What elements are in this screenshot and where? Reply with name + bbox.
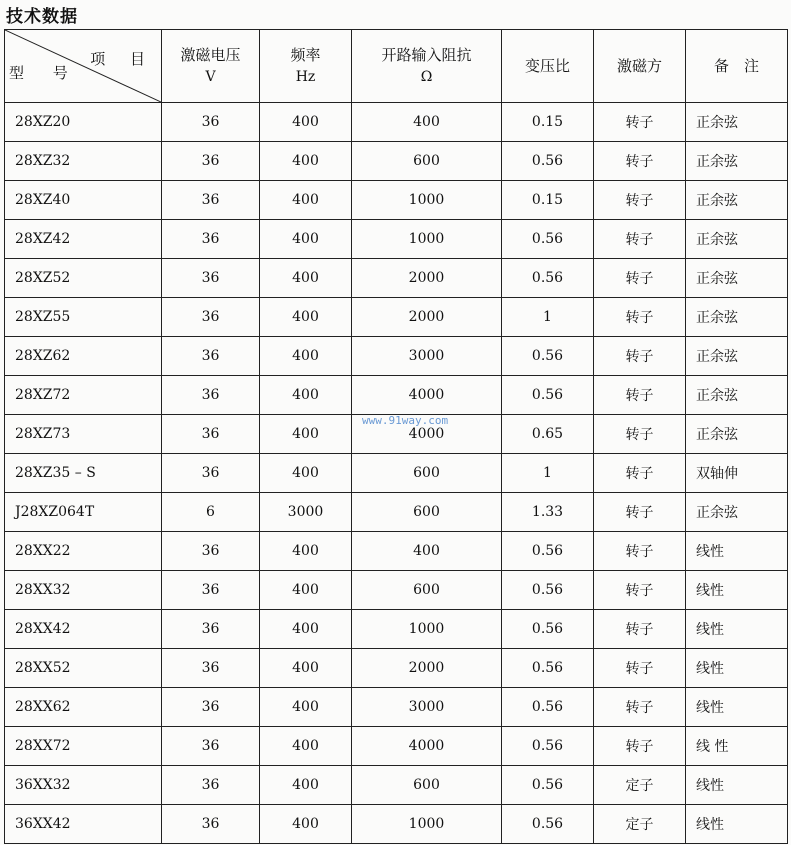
frequency-cell: 400 [260, 103, 352, 142]
table-row [5, 259, 788, 298]
frequency-cell: 400 [260, 415, 352, 454]
table-row [5, 454, 788, 493]
remark-cell: 线 性 [686, 727, 788, 766]
voltage-cell: 6 [162, 493, 260, 532]
ratio-cell: 0.56 [502, 766, 594, 805]
model-cell: 28XX32 [5, 571, 162, 610]
excitation-cell: 定子 [594, 766, 686, 805]
table-row [5, 103, 788, 142]
excitation-cell: 转子 [594, 142, 686, 181]
frequency-cell: 400 [260, 688, 352, 727]
table-row [5, 688, 788, 727]
ratio-cell: 0.56 [502, 259, 594, 298]
ratio-cell: 0.56 [502, 571, 594, 610]
excitation-cell: 转子 [594, 337, 686, 376]
excitation-cell: 转子 [594, 610, 686, 649]
remark-cell: 正余弦 [686, 493, 788, 532]
frequency-cell: 400 [260, 259, 352, 298]
column-header-frequency [260, 30, 352, 103]
excitation-cell: 转子 [594, 649, 686, 688]
remark-cell: 正余弦 [686, 298, 788, 337]
ratio-cell: 0.56 [502, 337, 594, 376]
ratio-cell: 0.56 [502, 376, 594, 415]
table-row [5, 766, 788, 805]
ratio-cell: 0.15 [502, 103, 594, 142]
table-row [5, 571, 788, 610]
impedance-cell: 4000 [352, 376, 502, 415]
table-row [5, 142, 788, 181]
remark-cell: 线性 [686, 610, 788, 649]
ratio-cell: 0.15 [502, 181, 594, 220]
table-row [5, 337, 788, 376]
column-header-label: 变压比 [524, 57, 570, 75]
impedance-cell: 1000 [352, 220, 502, 259]
impedance-cell: 3000 [352, 337, 502, 376]
model-cell: 28XX52 [5, 649, 162, 688]
frequency-cell: 400 [260, 298, 352, 337]
remark-cell: 线性 [686, 532, 788, 571]
spec-table [4, 29, 788, 844]
impedance-cell: 2000 [352, 298, 502, 337]
column-header-unit: Hz [295, 69, 316, 85]
excitation-cell: 转子 [594, 532, 686, 571]
remark-cell: 正余弦 [686, 376, 788, 415]
impedance-cell: 2000 [352, 259, 502, 298]
remark-cell: 正余弦 [686, 415, 788, 454]
table-body [5, 103, 788, 844]
voltage-cell: 36 [162, 259, 260, 298]
excitation-cell: 转子 [594, 103, 686, 142]
impedance-cell: 400 [352, 532, 502, 571]
excitation-cell: 转子 [594, 727, 686, 766]
voltage-cell: 36 [162, 649, 260, 688]
column-header-label: 开路输入阻抗 [381, 46, 472, 64]
excitation-cell: 转子 [594, 259, 686, 298]
ratio-cell: 0.56 [502, 649, 594, 688]
excitation-cell: 转子 [594, 181, 686, 220]
voltage-cell: 36 [162, 337, 260, 376]
model-header-label: 型 号 [9, 64, 80, 82]
voltage-cell: 36 [162, 415, 260, 454]
excitation-cell: 转子 [594, 493, 686, 532]
frequency-cell: 400 [260, 181, 352, 220]
table-row [5, 493, 788, 532]
voltage-cell: 36 [162, 181, 260, 220]
model-cell: 28XX22 [5, 532, 162, 571]
impedance-cell: 1000 [352, 805, 502, 844]
column-header-voltage [162, 30, 260, 103]
voltage-cell: 36 [162, 610, 260, 649]
frequency-cell: 400 [260, 376, 352, 415]
table-row [5, 298, 788, 337]
table-row [5, 610, 788, 649]
voltage-cell: 36 [162, 142, 260, 181]
column-header-ratio [502, 30, 594, 103]
impedance-cell: 600 [352, 454, 502, 493]
frequency-cell: 400 [260, 649, 352, 688]
frequency-cell: 3000 [260, 493, 352, 532]
column-header-label: 频率 [290, 46, 321, 64]
model-cell: 28XZ72 [5, 376, 162, 415]
impedance-cell: 2000 [352, 649, 502, 688]
excitation-cell: 转子 [594, 298, 686, 337]
remark-cell: 线性 [686, 571, 788, 610]
frequency-cell: 400 [260, 220, 352, 259]
model-cell: 28XZ42 [5, 220, 162, 259]
model-cell: 28XZ55 [5, 298, 162, 337]
column-header-label: 备 注 [713, 57, 759, 75]
remark-cell: 正余弦 [686, 181, 788, 220]
model-cell: 28XZ32 [5, 142, 162, 181]
voltage-cell: 36 [162, 376, 260, 415]
excitation-cell: 转子 [594, 571, 686, 610]
ratio-cell: 1 [502, 298, 594, 337]
frequency-cell: 400 [260, 805, 352, 844]
table-row [5, 532, 788, 571]
excitation-cell: 转子 [594, 688, 686, 727]
ratio-cell: 0.56 [502, 532, 594, 571]
model-cell: 28XX72 [5, 727, 162, 766]
frequency-cell: 400 [260, 571, 352, 610]
column-header-label: 激磁方 [616, 57, 662, 75]
item-header-label: 项 目 [90, 50, 155, 68]
impedance-cell: 600 [352, 766, 502, 805]
column-header-unit: V [205, 69, 216, 85]
model-cell: 36XX42 [5, 805, 162, 844]
impedance-cell: 400 [352, 103, 502, 142]
ratio-cell: 0.56 [502, 805, 594, 844]
frequency-cell: 400 [260, 142, 352, 181]
column-header-impedance [352, 30, 502, 103]
remark-cell: 正余弦 [686, 142, 788, 181]
remark-cell: 正余弦 [686, 103, 788, 142]
voltage-cell: 36 [162, 688, 260, 727]
remark-cell: 线性 [686, 805, 788, 844]
remark-cell: 正余弦 [686, 220, 788, 259]
ratio-cell: 0.56 [502, 727, 594, 766]
impedance-cell: 4000 [352, 415, 502, 454]
impedance-cell: 1000 [352, 610, 502, 649]
column-header-remark [686, 30, 788, 103]
table-row [5, 727, 788, 766]
diagonal-header-cell [5, 30, 162, 103]
impedance-cell: 3000 [352, 688, 502, 727]
voltage-cell: 36 [162, 532, 260, 571]
frequency-cell: 400 [260, 727, 352, 766]
voltage-cell: 36 [162, 454, 260, 493]
ratio-cell: 0.56 [502, 220, 594, 259]
column-header-excitation [594, 30, 686, 103]
voltage-cell: 36 [162, 220, 260, 259]
voltage-cell: 36 [162, 805, 260, 844]
impedance-cell: 1000 [352, 181, 502, 220]
header-row [5, 30, 788, 103]
model-cell: 28XZ20 [5, 103, 162, 142]
remark-cell: 线性 [686, 688, 788, 727]
impedance-cell: 4000 [352, 727, 502, 766]
table-row [5, 220, 788, 259]
ratio-cell: 0.56 [502, 610, 594, 649]
excitation-cell: 转子 [594, 454, 686, 493]
remark-cell: 正余弦 [686, 259, 788, 298]
frequency-cell: 400 [260, 610, 352, 649]
model-cell: 28XX42 [5, 610, 162, 649]
ratio-cell: 1 [502, 454, 594, 493]
ratio-cell: 0.56 [502, 688, 594, 727]
ratio-cell: 0.56 [502, 142, 594, 181]
frequency-cell: 400 [260, 454, 352, 493]
frequency-cell: 400 [260, 337, 352, 376]
frequency-cell: 400 [260, 766, 352, 805]
model-cell: 28XZ40 [5, 181, 162, 220]
voltage-cell: 36 [162, 571, 260, 610]
remark-cell: 双轴伸 [686, 454, 788, 493]
voltage-cell: 36 [162, 298, 260, 337]
excitation-cell: 转子 [594, 415, 686, 454]
ratio-cell: 0.65 [502, 415, 594, 454]
model-cell: 28XZ35 – S [5, 454, 162, 493]
voltage-cell: 36 [162, 727, 260, 766]
model-cell: J28XZ064T [5, 493, 162, 532]
table-row [5, 376, 788, 415]
impedance-cell: 600 [352, 571, 502, 610]
remark-cell: 正余弦 [686, 337, 788, 376]
excitation-cell: 转子 [594, 376, 686, 415]
impedance-cell: 600 [352, 493, 502, 532]
column-header-label: 激磁电压 [180, 46, 241, 64]
model-cell: 28XZ73 [5, 415, 162, 454]
watermark: www.91way.com [362, 414, 449, 427]
impedance-cell: 600 [352, 142, 502, 181]
table-row [5, 181, 788, 220]
model-cell: 36XX32 [5, 766, 162, 805]
excitation-cell: 定子 [594, 805, 686, 844]
model-cell: 28XZ52 [5, 259, 162, 298]
remark-cell: 线性 [686, 766, 788, 805]
table-row [5, 805, 788, 844]
model-cell: 28XZ62 [5, 337, 162, 376]
column-header-unit: Ω [420, 69, 433, 85]
frequency-cell: 400 [260, 532, 352, 571]
ratio-cell: 1.33 [502, 493, 594, 532]
model-cell: 28XX62 [5, 688, 162, 727]
excitation-cell: 转子 [594, 220, 686, 259]
voltage-cell: 36 [162, 766, 260, 805]
voltage-cell: 36 [162, 103, 260, 142]
page-title: 技术数据 [6, 7, 78, 27]
remark-cell: 线性 [686, 649, 788, 688]
table-row [5, 649, 788, 688]
